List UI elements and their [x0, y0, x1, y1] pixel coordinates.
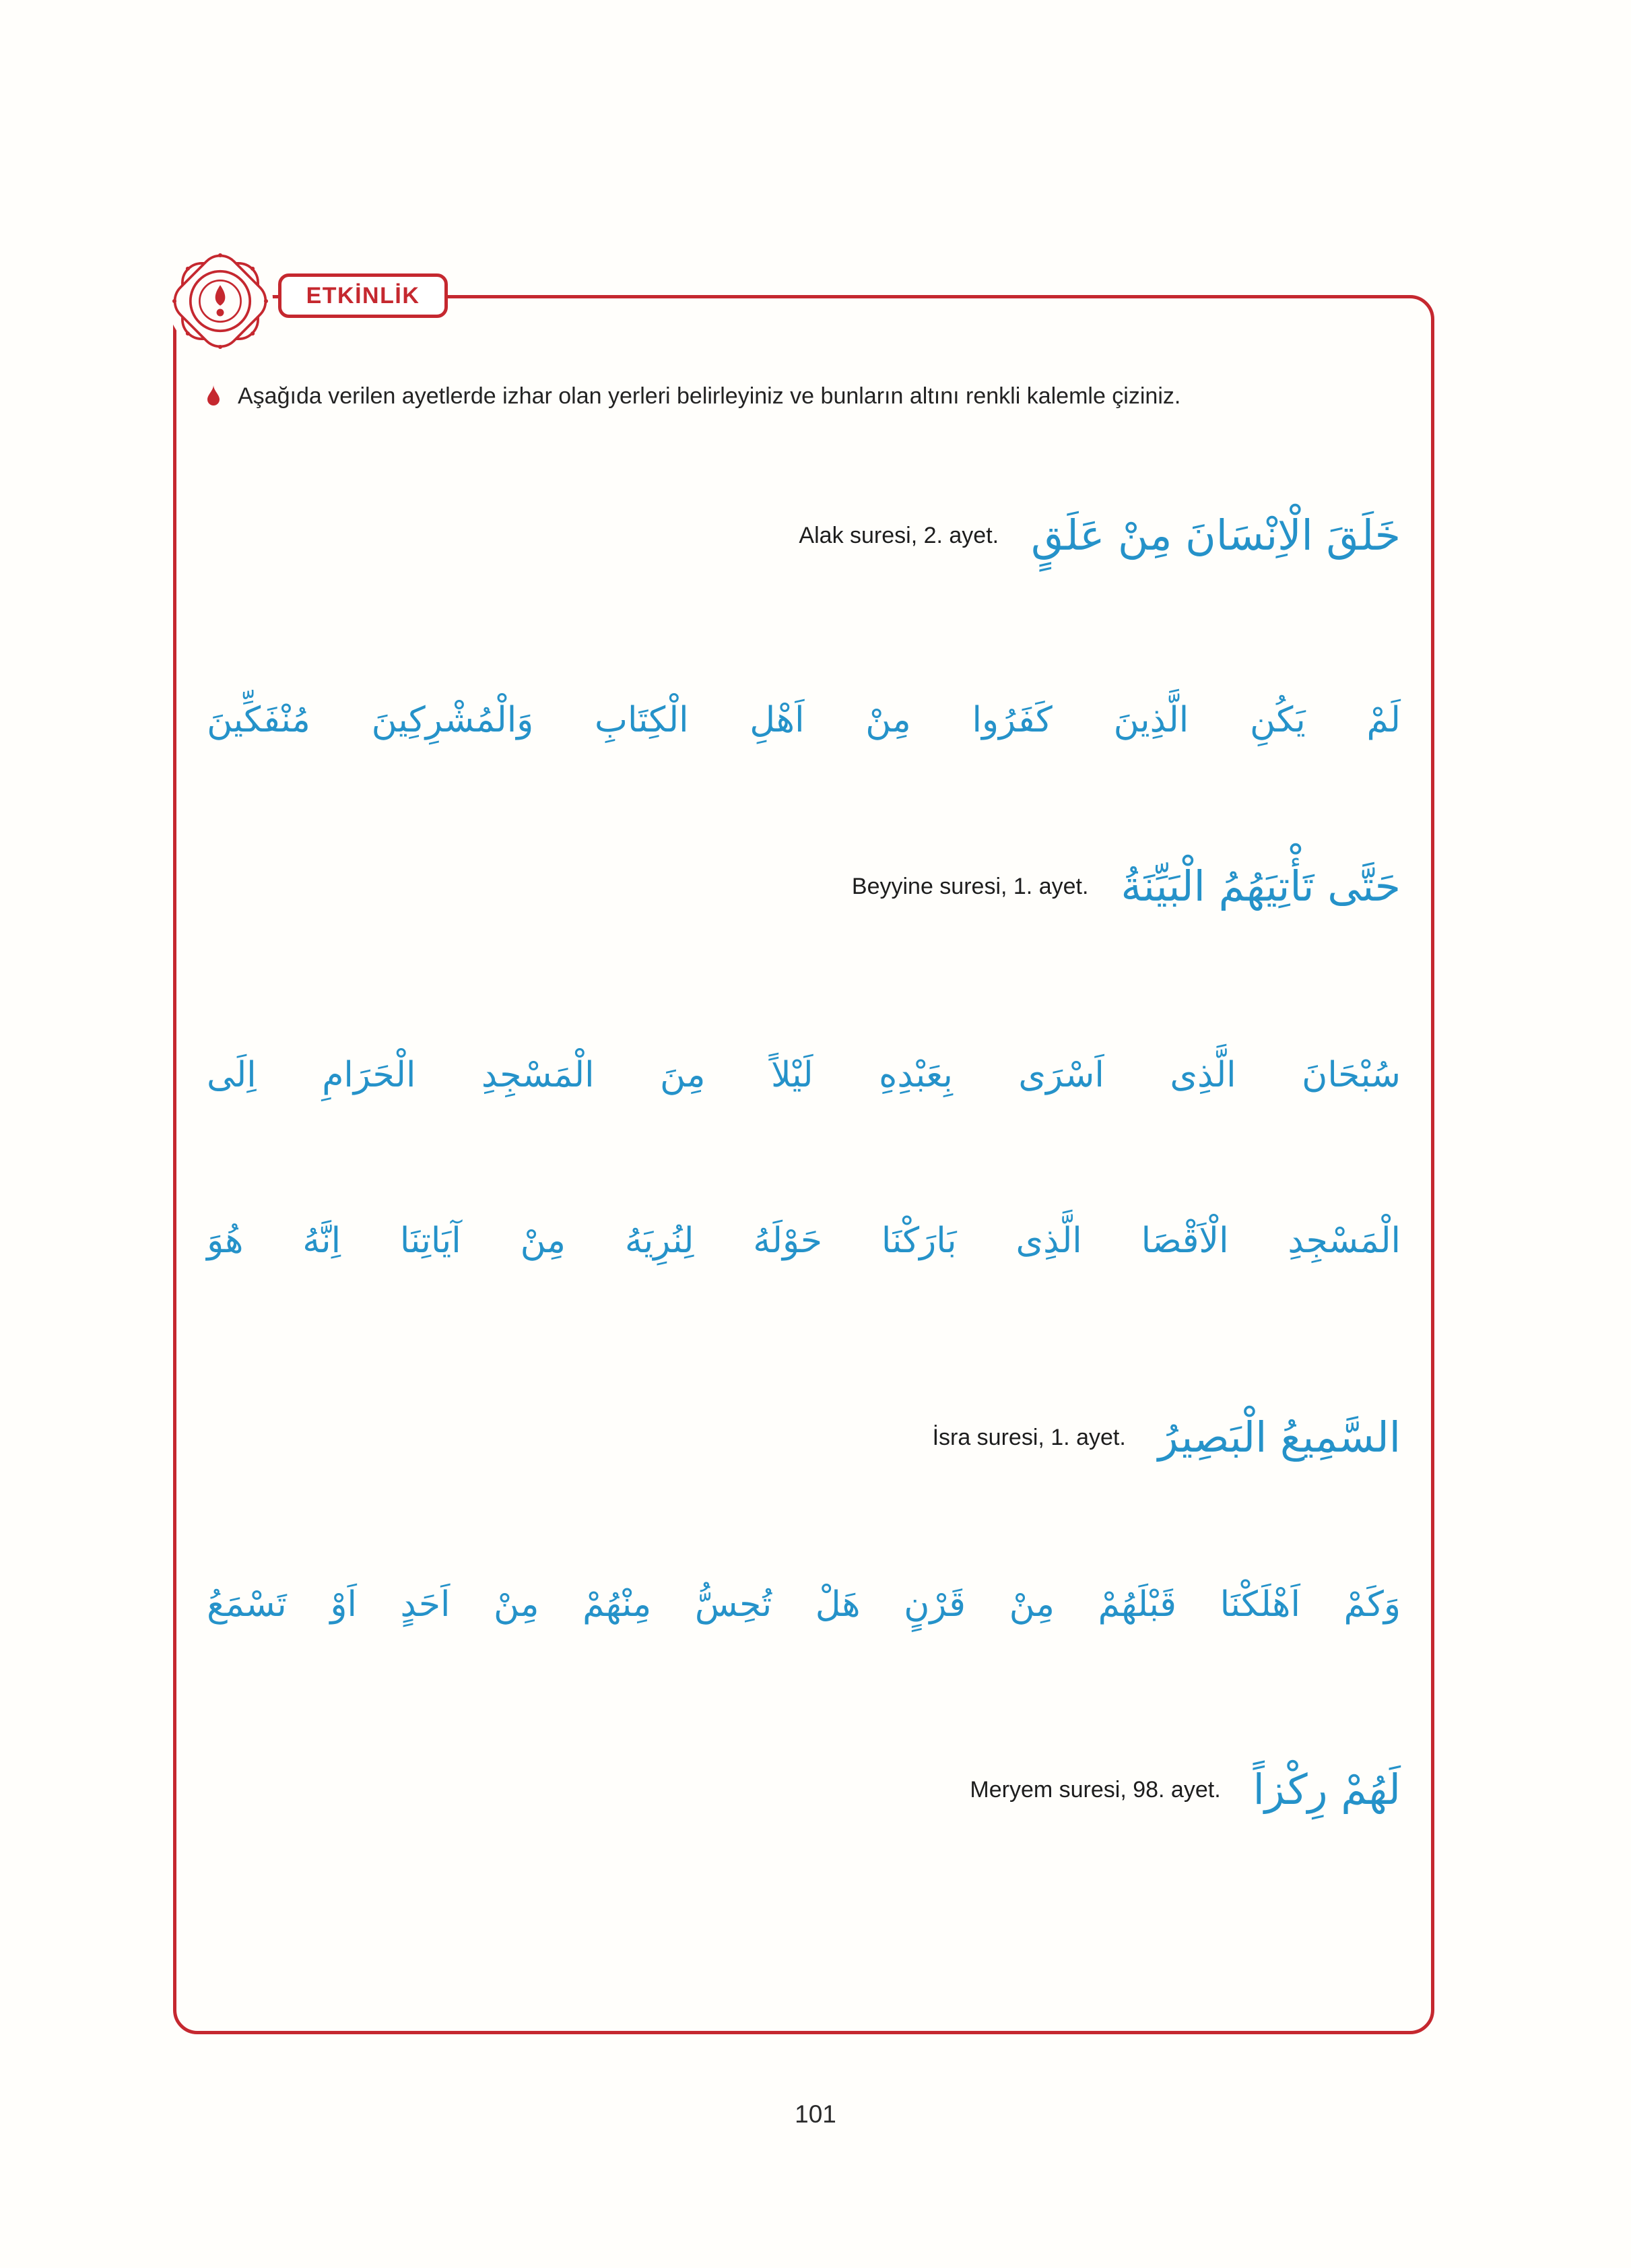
verse-row-isra-line3 [207, 1387, 1401, 1488]
activity-frame [173, 295, 1434, 2034]
rosette-ornament-icon [163, 244, 277, 358]
verse-arabic-text: لَمْ يَكُنِ الَّذِينَ كَفَرُوا مِنْ اَهْلِ الْكِتَابِ وَالْمُشْرِكِينَ مُنْفَكِّينَ [207, 700, 1401, 741]
verse-row-isra-line2 [207, 1191, 1401, 1292]
verse-arabic-text: سُبْحَانَ الَّذِى اَسْرَى بِعَبْدِهِ لَيْلاً مِنَ الْمَسْجِدِ الْحَرَامِ اِلَى [207, 1055, 1401, 1096]
verse-row-beyyine-line1 [207, 670, 1401, 771]
verse-label: İsra suresi, 1. ayet. [932, 1424, 1126, 1450]
verse-row-meryem-line2 [207, 1739, 1401, 1840]
verse-arabic-text: حَتَّى تَأْتِيَهُمُ الْبَيِّنَةُ [1121, 861, 1401, 911]
verse-arabic-text: خَلَقَ الْاِنْسَانَ مِنْ عَلَقٍ [1031, 510, 1401, 560]
activity-badge-label: ETKİNLİK [306, 282, 420, 309]
instruction-row [205, 381, 1418, 411]
verse-row-alak [207, 485, 1401, 586]
verse-arabic-text: السَّمِيعُ الْبَصِيرُ [1158, 1412, 1401, 1462]
verse-row-beyyine-line2 [207, 836, 1401, 937]
activity-badge [278, 273, 448, 318]
verse-arabic-text: لَهُمْ رِكْزاً [1253, 1764, 1401, 1814]
instruction-text: Aşağıda verilen ayetlerde izhar olan yerleri belirleyiniz ve bunların altını renkli kalemle çiziniz. [238, 383, 1181, 409]
drop-bullet-icon [205, 384, 222, 407]
verse-label: Beyyine suresi, 1. ayet. [851, 873, 1089, 899]
page-number: 101 [795, 2100, 836, 2128]
verse-arabic-text: الْمَسْجِدِ الْاَقْصَا الَّذِى بَارَكْنَا حَوْلَهُ لِنُرِيَهُ مِنْ آيَاتِنَا اِنَّهُ هُوَ [207, 1221, 1401, 1262]
verse-label: Meryem suresi, 98. ayet. [970, 1776, 1221, 1803]
verse-row-isra-line1 [207, 1025, 1401, 1126]
verse-label: Alak suresi, 2. ayet. [799, 522, 999, 548]
verse-row-meryem-line1 [207, 1555, 1401, 1656]
verse-arabic-text: وَكَمْ اَهْلَكْنَا قَبْلَهُمْ مِنْ قَرْنٍ هَلْ تُحِسُّ مِنْهُمْ مِنْ اَحَدٍ اَوْ تَسْمَعُ [207, 1584, 1401, 1625]
